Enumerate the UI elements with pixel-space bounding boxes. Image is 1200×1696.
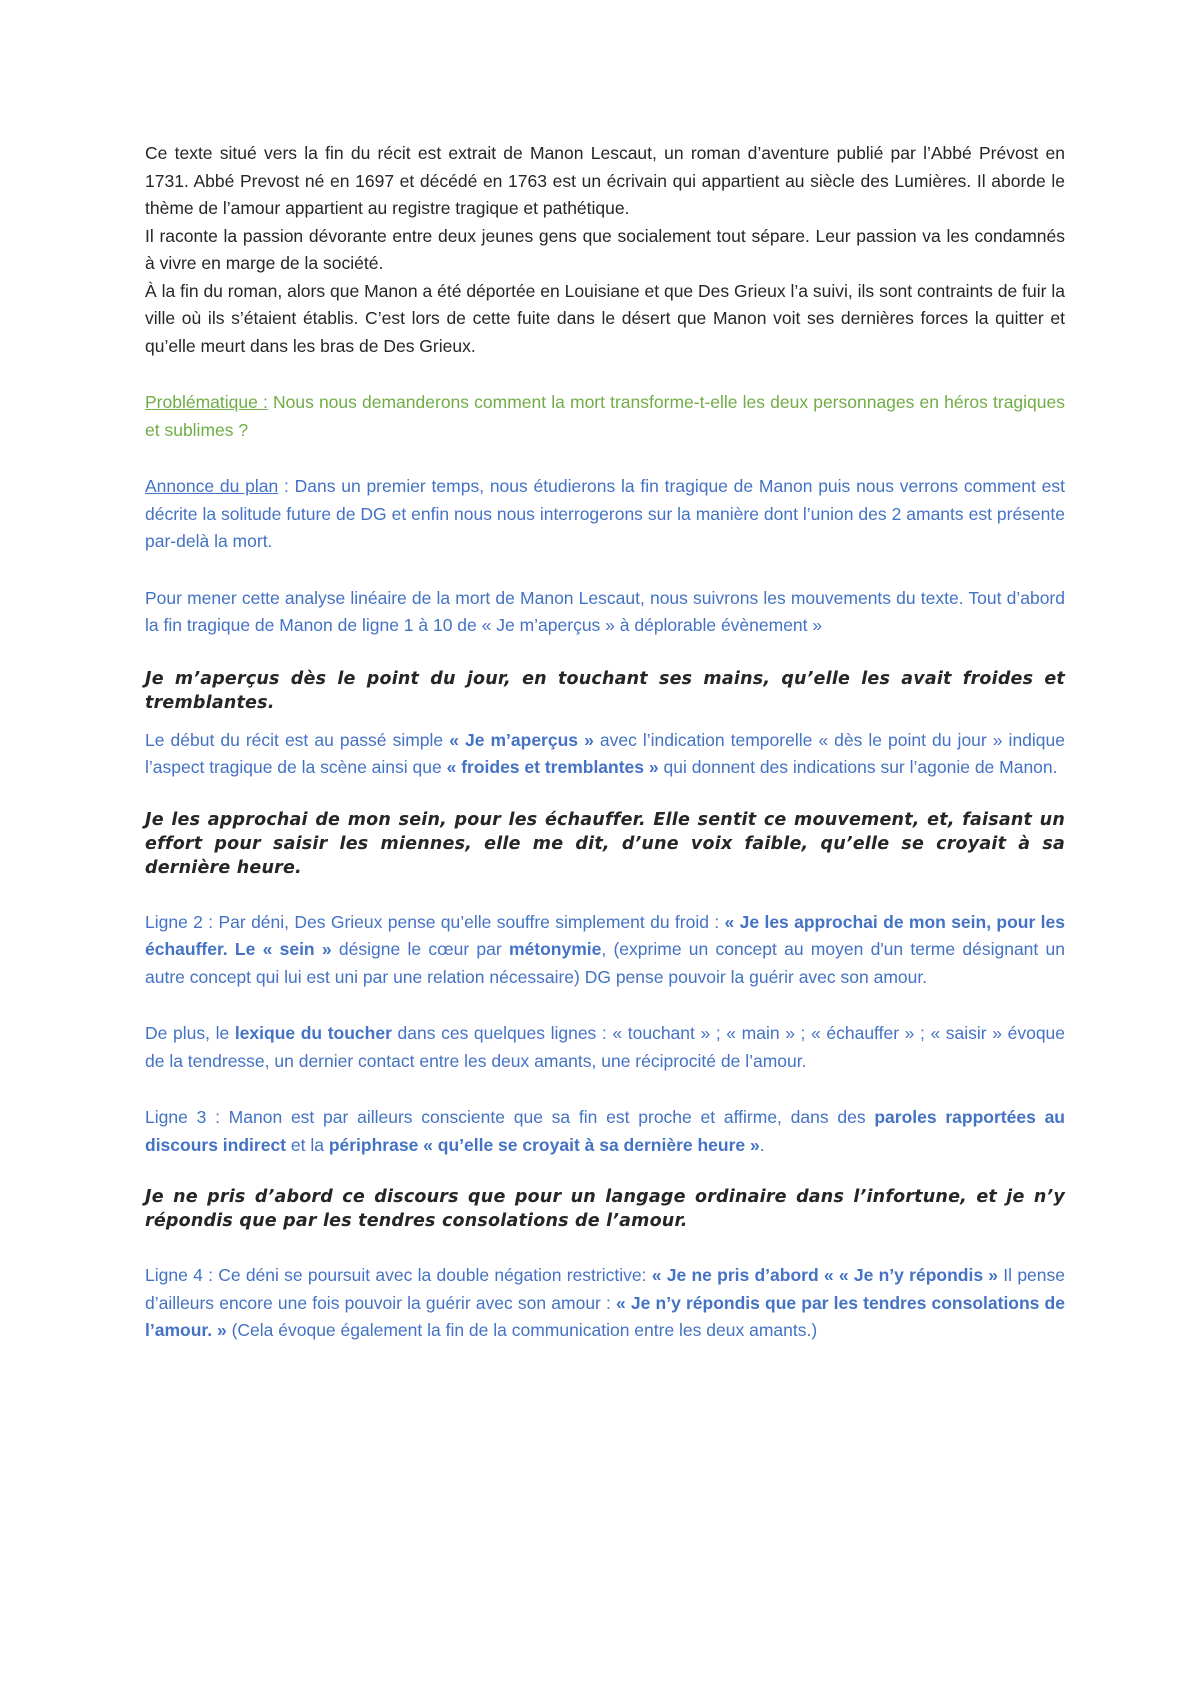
analysis-4-bold-a: paroles rapportées au discours indirect	[145, 1107, 1065, 1155]
quote-3: Je ne pris d’abord ce discours que pour un langage ordinaire dans l’infortune, et je n’y répondis que par les tendres consolations de l’amour.	[145, 1187, 1065, 1231]
analysis-2-text-a: Ligne 2 : Par déni, Des Grieux pense qu’elle souffre simplement du froid :	[145, 911, 725, 932]
intro-paragraph-2: Il raconte la passion dévorante entre deux jeunes gens que socialement tout sépare. Leur passion va les condamnés à vivre en marge de la société.	[145, 225, 1065, 273]
quote-1: Je m’aperçus dès le point du jour, en touchant ses mains, qu’elle les avait froides et tremblantes.	[145, 668, 1065, 713]
analysis-paragraph-3	[145, 1020, 1065, 1075]
analysis-4-text-b: et la	[286, 1134, 329, 1155]
analysis-paragraph-4	[145, 1104, 1065, 1159]
plan-paragraph	[145, 473, 1065, 556]
analysis-5-text-c: (Cela évoque également la fin de la communication entre les deux amants.)	[226, 1320, 818, 1340]
intro-paragraph-3: À la fin du roman, alors que Manon a été déportée en Louisiane et que Des Grieux l’a suivi, ils sont contraints de fuir la ville où ils s’étaient établis. C’est lors de cette fuite dans le désert que Manon voit ses dernières forces la quitter et qu’elle meurt dans les bras de Des Grieux.	[145, 280, 1065, 356]
analysis-4-text-a: Ligne 3 : Manon est par ailleurs consciente que sa fin est proche et affirme, dans des	[145, 1107, 875, 1127]
mouvement-paragraph: Pour mener cette analyse linéaire de la mort de Manon Lescaut, nous suivrons les mouvements du texte. Tout d’abord la fin tragique de Manon de ligne 1 à 10 de « Je m’aperçus » à déplorable évènement »	[145, 587, 1065, 635]
problematique-text: Nous nous demanderons comment la mort transforme-t-elle les deux personnages en héros tragiques et sublimes ?	[145, 392, 1065, 440]
analysis-1-text-a: Le début du récit est au passé simple	[145, 729, 450, 750]
analysis-3-text-b: dans ces quelques lignes : « touchant » ; « main » ; « échauffer » ; « saisir » évoque de la tendresse, un dernier contact entre les deux amants, une réciprocité de l’amour.	[145, 1023, 1066, 1071]
analysis-1-text-c: qui donnent des indications sur l’agonie de Manon.	[658, 757, 1058, 777]
analysis-4-text-c: .	[759, 1134, 765, 1155]
analysis-5-bold-a: « Je ne pris d’abord « « Je n’y répondis »	[651, 1265, 999, 1285]
analysis-1-bold-b: « froides et tremblantes »	[446, 757, 659, 777]
analysis-2-bold-b: métonymie	[508, 939, 602, 959]
problematique-paragraph	[145, 389, 1065, 444]
problematique-label: Problématique :	[145, 392, 268, 412]
analysis-5-text-a: Ligne 4 : Ce déni se poursuit avec la double négation restrictive:	[145, 1265, 652, 1285]
document-page	[145, 140, 1065, 1345]
analysis-paragraph-5	[145, 1262, 1065, 1345]
analysis-1-text-b: avec l’indication temporelle « dès le point du jour » indique l’aspect tragique de la scène ainsi que	[145, 729, 1065, 777]
analysis-paragraph-2	[145, 909, 1065, 992]
analysis-2-bold-a: « Je les approchai de mon sein, pour les échauffer. Le « sein »	[145, 911, 1065, 959]
analysis-3-bold-a: lexique du toucher	[234, 1023, 392, 1043]
analysis-5-text-b: Il pense d’ailleurs encore une fois pouvoir la guérir avec son amour :	[145, 1265, 1065, 1313]
analysis-1-bold-a: « Je m’aperçus »	[449, 729, 594, 750]
plan-label: Annonce du plan	[145, 476, 279, 496]
plan-text: : Dans un premier temps, nous étudierons la fin tragique de Manon puis nous verrons comment est décrite la solitude future de DG et enfin nous nous interrogerons sur la manière dont l’union des 2 amants est présente par-delà la mort.	[145, 476, 1065, 551]
analysis-2-text-c: , (exprime un concept au moyen d'un terme désignant un autre concept qui lui est uni par une relation nécessaire) DG pense pouvoir la guérir avec son amour.	[145, 939, 1066, 987]
analysis-5-bold-b: « Je n’y répondis que par les tendres consolations de l’amour. »	[145, 1292, 1065, 1340]
quote-2: Je les approchai de mon sein, pour les échauffer. Elle sentit ce mouvement, et, faisant un effort pour saisir les miennes, elle me dit, d’une voix faible, qu’elle se croyait à sa dernière heure.	[145, 809, 1065, 878]
analysis-2-text-b: désigne le cœur par	[331, 939, 509, 959]
analysis-4-bold-b: périphrase « qu’elle se croyait à sa dernière heure »	[328, 1134, 760, 1155]
analysis-paragraph-1	[145, 727, 1065, 782]
intro-paragraph-1: Ce texte situé vers la fin du récit est extrait de Manon Lescaut, un roman d’aventure publié par l’Abbé Prévost en 1731. Abbé Prevost né en 1697 et décédé en 1763 est un écrivain qui appartient au siècle des Lumières. Il aborde le thème de l’amour appartient au registre tragique et pathétique.	[145, 143, 1065, 218]
analysis-3-text-a: De plus, le	[145, 1023, 235, 1043]
